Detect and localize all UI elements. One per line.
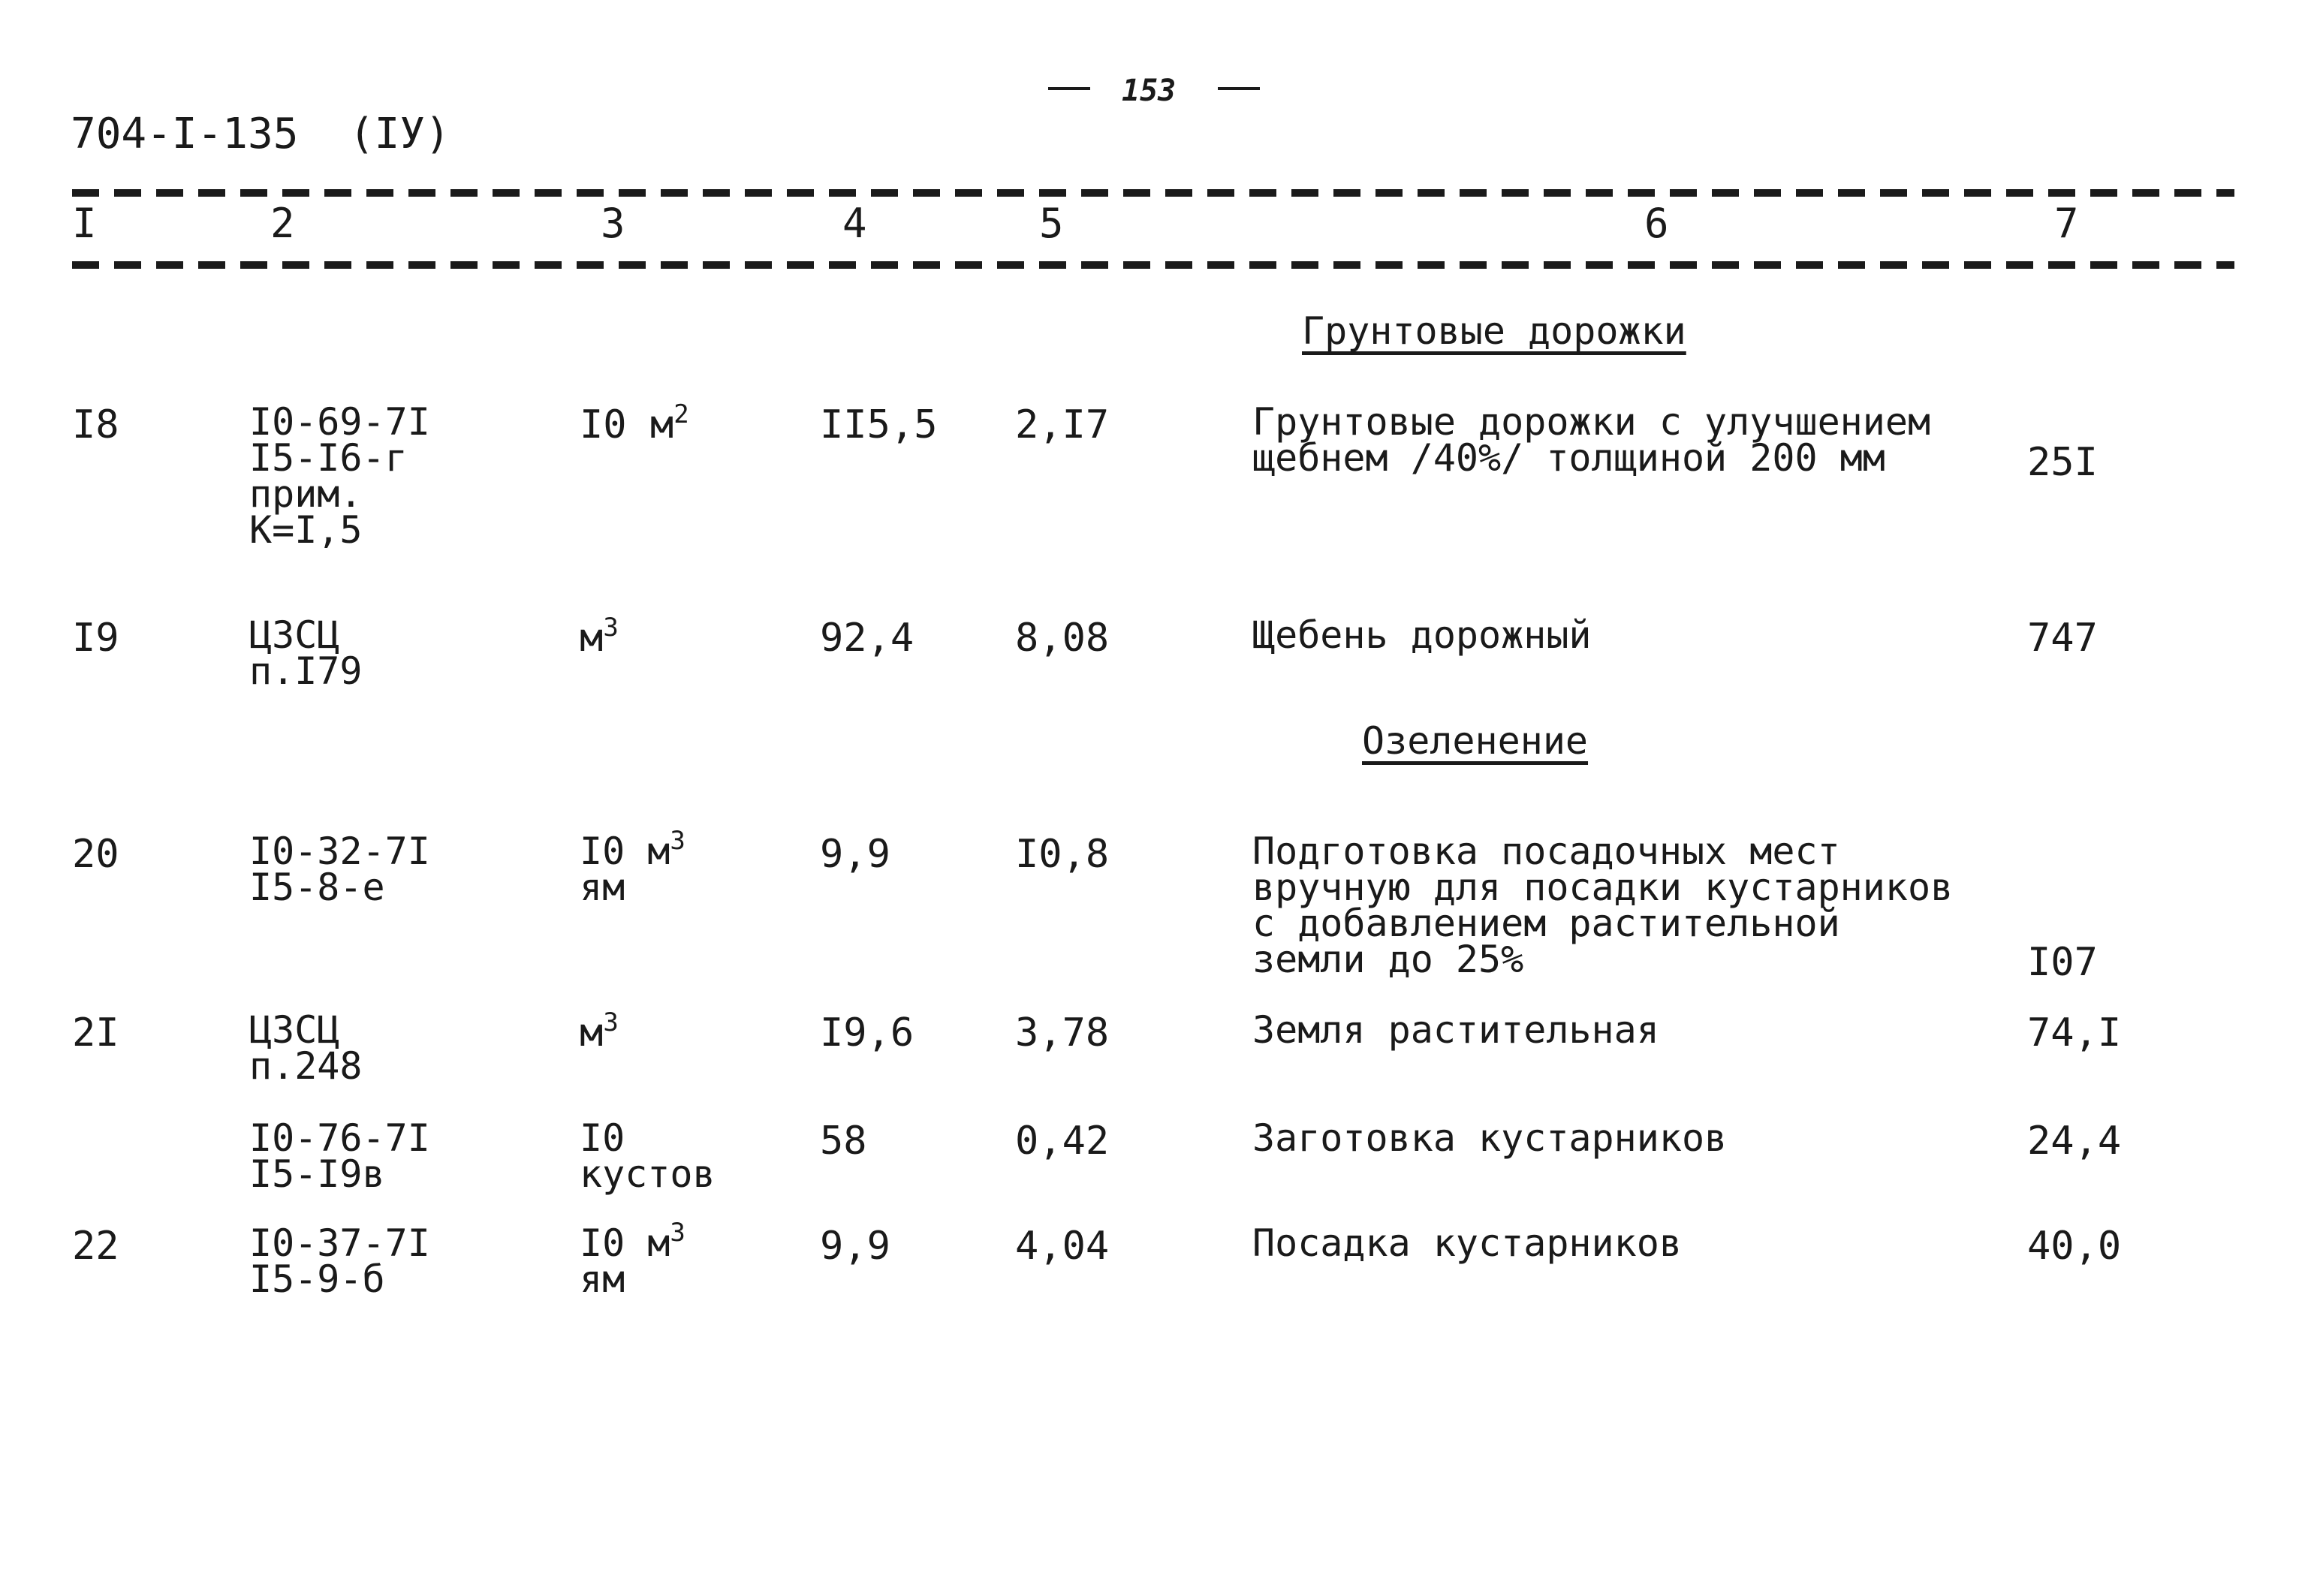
unit xyxy=(580,826,685,909)
code-line: I5-9-б xyxy=(249,1257,385,1301)
work-description xyxy=(1252,613,1592,657)
normative-code xyxy=(249,1008,363,1088)
total-cost: 40,0 xyxy=(2027,1224,2122,1269)
unit-exponent: 3 xyxy=(670,826,685,856)
row-number: 20 xyxy=(72,832,119,877)
column-header-2: 2 xyxy=(270,200,295,247)
code-line: п.I79 xyxy=(249,649,363,693)
unit xyxy=(580,1007,619,1055)
code-line: ЦЗСЦ xyxy=(249,1008,340,1052)
unit-note: ям xyxy=(580,866,625,909)
unit-main: I0 м xyxy=(580,402,674,447)
description-line: щебнем /40%/ толщиной 200 мм xyxy=(1252,436,1885,480)
header-rule-top xyxy=(72,189,2234,197)
code-line: K=I,5 xyxy=(249,508,363,552)
document-code xyxy=(71,110,450,158)
quantity: 58 xyxy=(820,1119,867,1164)
unit-exponent: 2 xyxy=(673,399,689,429)
unit-price: I0,8 xyxy=(1015,832,1110,877)
description-line: Заготовка кустарников xyxy=(1252,1116,1728,1160)
page-number: 153 xyxy=(1122,74,1177,108)
unit-price: 8,08 xyxy=(1015,616,1110,661)
row-number: I8 xyxy=(72,402,119,447)
code-line: I0-76-7I xyxy=(249,1116,430,1160)
page-number-dash-right xyxy=(1218,87,1260,90)
normative-code xyxy=(249,613,363,693)
section-title-dirt-paths: Грунтовые дорожки xyxy=(1302,309,1686,353)
unit-exponent: 3 xyxy=(670,1218,685,1248)
quantity: II5,5 xyxy=(820,402,938,447)
total-cost: 747 xyxy=(2027,616,2098,661)
unit-price: 4,04 xyxy=(1015,1224,1110,1269)
work-description xyxy=(1252,830,1954,981)
unit-main: I0 xyxy=(580,1116,625,1160)
unit-note: ям xyxy=(580,1257,625,1301)
total-cost: 24,4 xyxy=(2027,1119,2122,1164)
unit xyxy=(580,399,689,447)
description-line: Щебень дорожный xyxy=(1252,613,1592,657)
column-header-6: 6 xyxy=(1644,200,1669,247)
quantity: 92,4 xyxy=(820,616,914,661)
unit-note: кустов xyxy=(580,1152,716,1196)
work-description xyxy=(1252,1008,1659,1052)
document-code-number: 704-I-135 xyxy=(71,110,299,158)
description-line: вручную для посадки кустарников xyxy=(1252,866,1954,909)
row-number: 2I xyxy=(72,1010,119,1055)
quantity: 9,9 xyxy=(820,1224,890,1269)
unit-price: 0,42 xyxy=(1015,1119,1110,1164)
description-line: Грунтовые дорожки с улучшением xyxy=(1252,400,1931,444)
column-header-5: 5 xyxy=(1039,200,1064,247)
normative-code xyxy=(249,400,430,552)
code-line: прим. xyxy=(249,472,363,516)
work-description xyxy=(1252,400,1931,480)
row-number: 22 xyxy=(72,1224,119,1269)
description-line: Подготовка посадочных мест xyxy=(1252,830,1840,873)
unit-main: м xyxy=(580,1010,604,1055)
description-line: земли до 25% xyxy=(1252,938,1524,981)
unit xyxy=(580,613,619,661)
unit xyxy=(580,1116,716,1196)
description-line: Земля растительная xyxy=(1252,1008,1659,1052)
normative-code xyxy=(249,830,430,909)
row-number: I9 xyxy=(72,616,119,661)
total-cost: 74,I xyxy=(2027,1010,2122,1055)
work-description xyxy=(1252,1221,1682,1265)
column-header-7: 7 xyxy=(2054,200,2079,247)
code-line: I0-32-7I xyxy=(249,830,430,873)
column-header-4: 4 xyxy=(842,200,867,247)
unit-main: I0 м xyxy=(580,830,670,873)
unit-price: 3,78 xyxy=(1015,1010,1110,1055)
unit-price: 2,I7 xyxy=(1015,402,1110,447)
description-line: Посадка кустарников xyxy=(1252,1221,1682,1265)
total-cost: 25I xyxy=(2027,440,2098,485)
quantity: I9,6 xyxy=(820,1010,914,1055)
code-line: п.248 xyxy=(249,1044,363,1088)
code-line: ЦЗСЦ xyxy=(249,613,340,657)
section-title-landscaping: Озеленение xyxy=(1362,719,1589,763)
unit-exponent: 3 xyxy=(603,1007,619,1037)
total-cost: I07 xyxy=(2027,940,2098,985)
unit-exponent: 3 xyxy=(603,613,619,643)
quantity: 9,9 xyxy=(820,832,890,877)
column-header-1: I xyxy=(72,200,97,247)
normative-code xyxy=(249,1116,430,1196)
code-line: I5-I9в xyxy=(249,1152,385,1196)
code-line: I0-37-7I xyxy=(249,1221,430,1265)
header-rule-bottom xyxy=(72,261,2234,269)
code-line: I0-69-7I xyxy=(249,400,430,444)
code-line: I5-8-е xyxy=(249,866,385,909)
document-code-suffix: (IУ) xyxy=(348,110,450,158)
code-line: I5-I6-г xyxy=(249,436,408,480)
description-line: с добавлением растительной xyxy=(1252,902,1840,945)
work-description xyxy=(1252,1116,1728,1160)
unit xyxy=(580,1218,685,1301)
unit-main: I0 м xyxy=(580,1221,670,1265)
page-number-dash-left xyxy=(1048,87,1090,90)
column-header-3: 3 xyxy=(601,200,625,247)
unit-main: м xyxy=(580,616,604,661)
normative-code xyxy=(249,1221,430,1301)
